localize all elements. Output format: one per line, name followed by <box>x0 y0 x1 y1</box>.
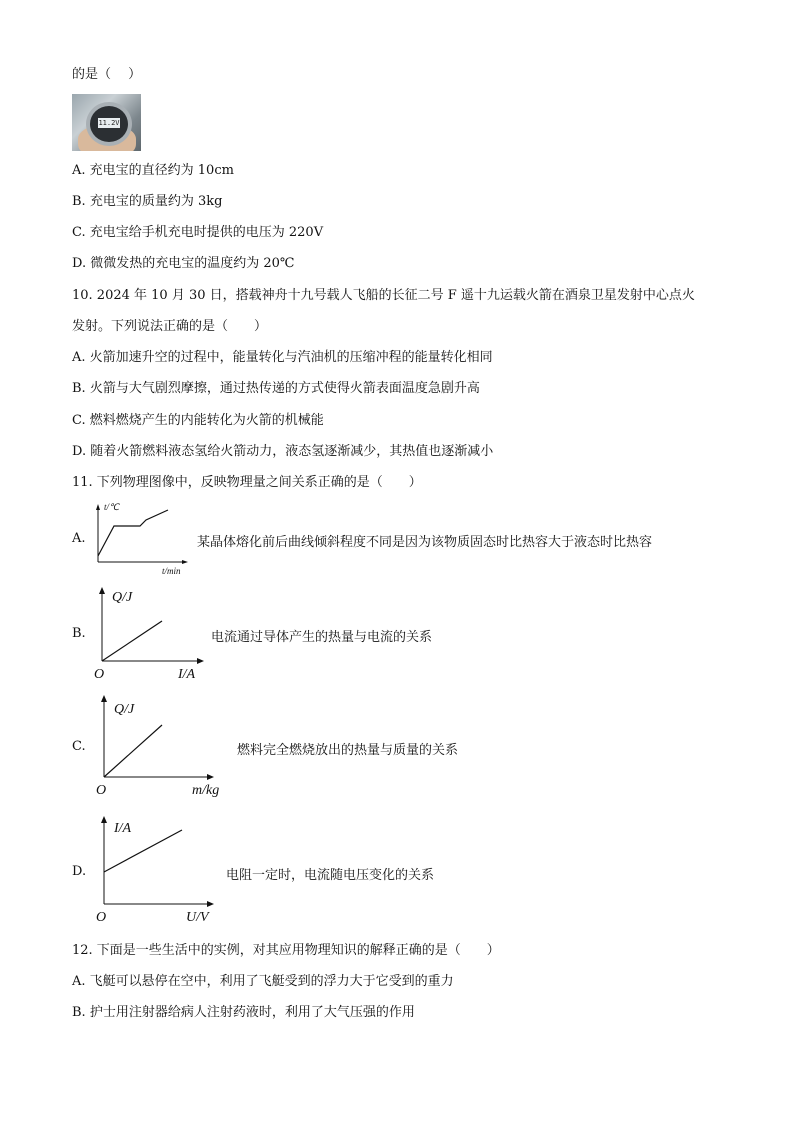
power-bank-ring <box>86 102 132 146</box>
q11-option-b-label: B. <box>72 626 86 641</box>
graph-a-xlabel: t/min <box>162 566 181 576</box>
q11-option-d-desc: 电阻一定时，电流随电压变化的关系 <box>226 868 435 883</box>
q11-graph-d <box>94 814 234 926</box>
q10-stem-line1: 10. 2024 年 10 月 30 日，搭载神舟十九号载人飞船的长征二号 F 遥十九运载火箭在酒泉卫星发射中心点火 <box>72 288 695 303</box>
q11-option-b-desc: 电流通过导体产生的热量与电流的关系 <box>211 630 433 645</box>
graph-d-ylabel: I/A <box>114 821 132 836</box>
q10-option-a: A. 火箭加速升空的过程中，能量转化与汽油机的压缩冲程的能量转化相同 <box>72 350 493 365</box>
graph-d-xlabel: U/V <box>186 910 209 925</box>
q11-option-d-label: D. <box>72 864 87 879</box>
power-bank-photo <box>72 94 141 151</box>
graph-c-xlabel: m/kg <box>192 783 220 798</box>
graph-a-ylabel: t/℃ <box>104 502 120 512</box>
q12-option-a: A. 飞艇可以悬停在空中，利用了飞艇受到的浮力大于它受到的重力 <box>72 974 454 989</box>
graph-c-origin: O <box>96 783 107 798</box>
graph-c-ylabel: Q/J <box>114 702 135 717</box>
q11-option-a-label: A. <box>72 531 86 546</box>
q10-stem-line2: 发射。下列说法正确的是（ ） <box>72 319 268 334</box>
power-bank-display: 11.2V <box>98 119 120 127</box>
q9-option-c: C. 充电宝给手机充电时提供的电压为 220V <box>72 225 324 240</box>
q11-option-a-desc: 某晶体熔化前后曲线倾斜程度不同是因为该物质固态时比热容大于液态时比热容 <box>197 535 653 550</box>
q11-graph-b <box>92 585 212 681</box>
q12-option-b: B. 护士用注射器给病人注射药液时，利用了大气压强的作用 <box>72 1005 415 1020</box>
q12-stem: 12. 下面是一些生活中的实例，对其应用物理知识的解释正确的是（ ） <box>72 943 500 958</box>
q9-option-b: B. 充电宝的质量约为 3kg <box>72 194 223 209</box>
question-stem-tail: 的是（ ） <box>72 67 142 82</box>
graph-b-xlabel: I/A <box>178 667 196 682</box>
graph-d-origin: O <box>96 910 107 925</box>
q11-option-c-label: C. <box>72 739 86 754</box>
q11-graph-c <box>94 693 234 801</box>
q10-option-d: D. 随着火箭燃料液态氢给火箭动力，液态氢逐渐减少，其热值也逐渐减小 <box>72 444 494 459</box>
q9-option-d: D. 微微发热的充电宝的温度约为 20℃ <box>72 256 295 271</box>
graph-b-origin: O <box>94 667 105 682</box>
q10-option-c: C. 燃料燃烧产生的内能转化为火箭的机械能 <box>72 413 324 428</box>
q10-option-b: B. 火箭与大气剧烈摩擦，通过热传递的方式使得火箭表面温度急剧升高 <box>72 381 480 396</box>
q11-option-c-desc: 燃料完全燃烧放出的热量与质量的关系 <box>237 743 459 758</box>
graph-b-ylabel: Q/J <box>112 590 133 605</box>
q11-stem: 11. 下列物理图像中，反映物理量之间关系正确的是（ ） <box>72 475 422 490</box>
q11-graph-a <box>90 498 200 578</box>
q9-option-a: A. 充电宝的直径约为 10cm <box>72 163 234 178</box>
